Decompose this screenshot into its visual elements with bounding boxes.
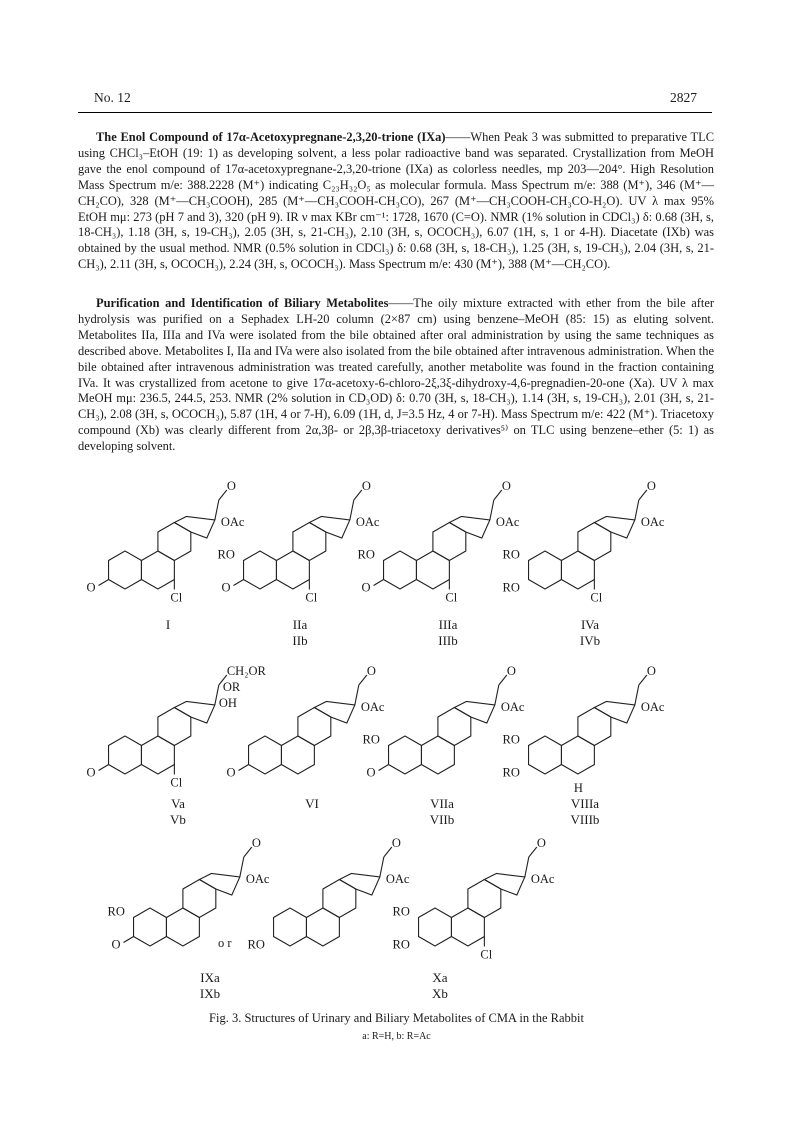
- c6-chlorine-label: Cl: [480, 947, 493, 962]
- ring-a: [529, 736, 562, 774]
- side-chain-bond: [215, 500, 219, 520]
- oac-label: OAc: [385, 872, 410, 886]
- c3-ro-label: RO: [502, 765, 520, 780]
- side-chain-bond: [635, 500, 639, 520]
- c3-carbonyl-bond: [379, 765, 389, 771]
- ring-a: [529, 551, 562, 589]
- c2-ro-label: RO: [217, 547, 235, 562]
- figure-caption-legend: a: R=H, b: R=Ac: [362, 1031, 431, 1042]
- c2-ro-label: RO: [357, 547, 375, 562]
- paragraph-body: ——When Peak 3 was submitted to preparative TLC using CHCl₃–EtOH (19: 1) as developing solvent, a less polar radioactive band was separated. Crystallization from MeOH gave the enol compound of 17α-acetoxypregnane-2,3,20-trione (IXa) as colorless needles, mp 203—204°. High Resolution Mass Spectrum m/e: 388.2228 (M⁺) indicating C₂₃H₃₂O₅ as molecular formula. Mass Spectrum m/e: 388 (M⁺), 346 (M⁺—CH₂CO), 328 (M⁺—CH₃COOH), 285 (M⁺—CH₃COOH-CH₃CO), 267 (M⁺—CH₃COOH-CH₃CO-H₂O). UV λ max 95% EtOH mμ: 273 (pH 7 and 3), 320 (pH 9). IR ν max KBr cm⁻¹: 1728, 1670 (C=O). NMR (1% solution in CDCl₃) δ: 0.68 (3H, s, 18-CH₃), 1.18 (3H, s, 19-CH₃), 2.05 (3H, s, 21-CH₃), 2.10 (3H, s, OCOCH₃), 6.07 (1H, s, 1 or 4-H). Diacetate (IXb) was obtained by the usual method. NMR (0.5% solution in CDCl₃) δ: 0.68 (3H, s, 18-CH₃), 1.25 (3H, s, 19-CH₃), 2.04 (3H, s, 21-CH₃), 2.11 (3H, s, OCOCH₃), 2.24 (3H, s, OCOCH₃). Mass Spectrum m/e: 430 (M⁺), 388 (M⁺—CH₂CO).: [78, 130, 714, 272]
- page-number: 2827: [670, 90, 697, 105]
- label-IX: [180, 970, 240, 1002]
- ring-c: [578, 523, 611, 561]
- ring-c: [468, 880, 501, 918]
- ring-c: [293, 523, 326, 561]
- side-chain-bond: [635, 685, 639, 705]
- ring-c: [298, 708, 331, 746]
- ketone-oxygen-label: O: [251, 836, 261, 850]
- c3-carbonyl-bond: [239, 765, 249, 771]
- c3-oxygen-label: O: [221, 580, 231, 595]
- ring-a: [419, 908, 452, 946]
- figure-caption: Fig. 3. Structures of Urinary and Biliary Metabolites of CMA in the Rabbit: [209, 1011, 584, 1025]
- compound-label: IXa: [200, 970, 220, 985]
- carbonyl-bond: [494, 490, 502, 500]
- c2-ro-label: RO: [362, 732, 380, 747]
- oh-label: OH: [218, 696, 237, 710]
- ring-b: [451, 908, 484, 946]
- compound-label: IIb: [292, 633, 308, 648]
- label-IV: [560, 617, 620, 649]
- label-III: [418, 617, 478, 649]
- c3-oxygen-label: O: [366, 765, 376, 780]
- ring-a: [109, 736, 142, 774]
- compound-label: Xa: [432, 970, 448, 985]
- carbonyl-bond: [639, 675, 647, 685]
- label-VII: [412, 796, 472, 828]
- ketone-oxygen-label: O: [646, 479, 656, 493]
- oac-label: OAc: [530, 872, 555, 886]
- ketone-oxygen-label: O: [366, 664, 376, 678]
- ring-c: [183, 880, 216, 918]
- c3-carbonyl-bond: [99, 765, 109, 771]
- label-X: [410, 970, 470, 1002]
- structure-VIIa: [362, 664, 525, 808]
- c3-ro-label: RO: [502, 580, 520, 595]
- oac-label: OAc: [245, 872, 270, 886]
- c3-oxygen-label: O: [86, 580, 96, 595]
- ring-d: [594, 517, 634, 539]
- label-V: [148, 796, 208, 828]
- ring-d: [484, 874, 524, 896]
- ring-b: [141, 736, 174, 774]
- label-VI: [282, 796, 342, 812]
- label-I: [138, 617, 198, 633]
- compound-label: IIIa: [438, 617, 458, 632]
- c6-chlorine-label: Cl: [445, 590, 458, 605]
- oac-label: OAc: [640, 700, 665, 714]
- side-chain-bond: [490, 500, 494, 520]
- ring-a: [389, 736, 422, 774]
- ring-d: [339, 874, 379, 896]
- ring-d: [174, 702, 214, 724]
- ketone-oxygen-label: O: [226, 479, 236, 493]
- compound-label: IVa: [580, 617, 600, 632]
- side-chain-bond: [240, 857, 244, 877]
- c2-ro-label: RO: [502, 547, 520, 562]
- ring-d: [174, 517, 214, 539]
- c6-chlorine-label: Cl: [170, 590, 183, 605]
- compound-label: Va: [171, 796, 185, 811]
- ring-a: [384, 551, 417, 589]
- c6-chlorine-label: Cl: [305, 590, 318, 605]
- paragraph-biliary-metabolites: [78, 296, 714, 455]
- oac-label: OAc: [360, 700, 385, 714]
- ring-b: [276, 551, 309, 589]
- c3-carbonyl-bond: [124, 937, 134, 943]
- c5-hydrogen-label: H: [573, 781, 583, 795]
- c2-ro-label: RO: [107, 904, 125, 919]
- compound-label: IXb: [199, 986, 221, 1001]
- oac-label: OAc: [220, 515, 245, 529]
- ring-b: [561, 736, 594, 774]
- ring-d: [594, 702, 634, 724]
- ring-a: [244, 551, 277, 589]
- issue-number: No. 12: [94, 90, 131, 105]
- side-chain-bond: [525, 857, 529, 877]
- or-word: o r: [218, 936, 232, 950]
- structure-VIIIa: [502, 664, 665, 808]
- ring-c: [158, 708, 191, 746]
- c6-chlorine-label: Cl: [170, 775, 183, 790]
- label-VIII: [555, 796, 615, 828]
- header-rule: [78, 112, 712, 113]
- structure-Xa: [392, 836, 555, 980]
- ring-c: [158, 523, 191, 561]
- ring-c: [438, 708, 471, 746]
- ring-a: [249, 736, 282, 774]
- ch2or-label: CH₂OR: [226, 664, 266, 678]
- compound-label: Xb: [432, 986, 448, 1001]
- oac-label: OAc: [355, 515, 380, 529]
- ring-d: [314, 702, 354, 724]
- structure-Va: [85, 664, 266, 808]
- c6-chlorine-label: Cl: [590, 590, 603, 605]
- compound-label: VIIIb: [570, 812, 600, 827]
- ketone-oxygen-label: O: [391, 836, 401, 850]
- paragraph-body: ——The oily mixture extracted with ether from the bile after hydrolysis was purified on a Sephadex LH-20 column (2×87 cm) using benzene–MeOH (85: 15) as eluting solvent. Metabolites IIa, IIIa and IVa were isolated from the bile obtained after oral administration by using the same techniques as described above. Metabolites I, IIa and IVa were also isolated from the bile obtained after intravenous administration. When the bile obtained after intravenous administration was treated carefully, another metabolite was found in the fraction containing IVa. It was crystallized from acetone to give 17α-acetoxy-6-chloro-2ξ,3ξ-dihydroxy-4,6-pregnadien-20-one (Xa). UV λ max MeOH mμ: 236.5, 244.5, 253. NMR (2% solution in CD₃OD) δ: 0.70 (3H, s, 18-CH₃), 1.14 (3H, s, 19-CH₃), 2.01 (3H, s, 21-CH₃), 2.08 (3H, s, OCOCH₃), 5.87 (1H, 4 or 7-H), 6.09 (1H, d, J=3.5 Hz, 4 or 7-H). Mass Spectrum m/e: 422 (M⁺). Triacetoxy compound (Xb) was clearly different from 2α,3β- or 2β,3β-triacetoxy derivatives⁵⁾ on TLC using benzene–ether (5: 1) as developing solvent.: [78, 296, 714, 454]
- side-chain-bond: [350, 500, 354, 520]
- oac-label: OAc: [500, 700, 525, 714]
- compound-label: IIa: [292, 617, 308, 632]
- compound-label: Vb: [170, 812, 186, 827]
- compound-label: VIIa: [430, 796, 454, 811]
- c2-ro-label: RO: [502, 732, 520, 747]
- compound-label: VIIIa: [570, 796, 600, 811]
- ring-a: [109, 551, 142, 589]
- oac-label: OAc: [640, 515, 665, 529]
- oac-label: OAc: [495, 515, 520, 529]
- ring-c: [578, 708, 611, 746]
- compound-label: I: [165, 617, 171, 632]
- paragraph-enol-compound: [78, 130, 714, 273]
- structure-IIIa: [357, 479, 520, 623]
- ring-d: [454, 702, 494, 724]
- c3-oxygen-label: O: [111, 937, 121, 952]
- compound-label: IVb: [579, 633, 601, 648]
- paragraph-heading: The Enol Compound of 17α-Acetoxypregnane-2,3,20-trione (IXa): [96, 130, 446, 144]
- compound-label: VI: [305, 796, 319, 811]
- ring-b: [141, 551, 174, 589]
- ring-c: [433, 523, 466, 561]
- ketone-oxygen-label: O: [536, 836, 546, 850]
- c3-oxygen-label: O: [361, 580, 371, 595]
- c3-ro-label: RO: [247, 937, 265, 952]
- ring-d: [199, 874, 239, 896]
- c3-carbonyl-bond: [234, 580, 244, 586]
- c3-ro-label: RO: [392, 937, 410, 952]
- ring-b: [306, 908, 339, 946]
- ring-b: [281, 736, 314, 774]
- ring-a: [134, 908, 167, 946]
- ring-d: [309, 517, 349, 539]
- ketone-oxygen-label: O: [646, 664, 656, 678]
- carbonyl-bond: [384, 847, 392, 857]
- ring-a: [274, 908, 307, 946]
- ring-d: [449, 517, 489, 539]
- ring-b: [166, 908, 199, 946]
- structure-IXa-enol: [247, 836, 410, 980]
- ketone-oxygen-label: O: [361, 479, 371, 493]
- side-chain-bond: [495, 685, 499, 705]
- label-II: [270, 617, 330, 649]
- ring-b: [416, 551, 449, 589]
- structure-IVa: [502, 479, 665, 623]
- c3-oxygen-label: O: [86, 765, 96, 780]
- structure-IXa-diketo: [107, 836, 270, 980]
- compound-label: IIIb: [438, 633, 458, 648]
- c3-oxygen-label: O: [226, 765, 236, 780]
- ring-b: [561, 551, 594, 589]
- carbonyl-bond: [529, 847, 537, 857]
- paragraph-heading: Purification and Identification of Biliary Metabolites: [96, 296, 389, 310]
- ring-b: [421, 736, 454, 774]
- ring-c: [323, 880, 356, 918]
- side-chain-bond: [355, 685, 359, 705]
- compound-label: VIIb: [429, 812, 455, 827]
- ketone-oxygen-label: O: [506, 664, 516, 678]
- c3-carbonyl-bond: [374, 580, 384, 586]
- side-chain-bond: [380, 857, 384, 877]
- or-label: OR: [222, 680, 241, 694]
- structure-IIa: [217, 479, 380, 623]
- ketone-oxygen-label: O: [501, 479, 511, 493]
- carbonyl-bond: [639, 490, 647, 500]
- c3-carbonyl-bond: [99, 580, 109, 586]
- c2-ro-label: RO: [392, 904, 410, 919]
